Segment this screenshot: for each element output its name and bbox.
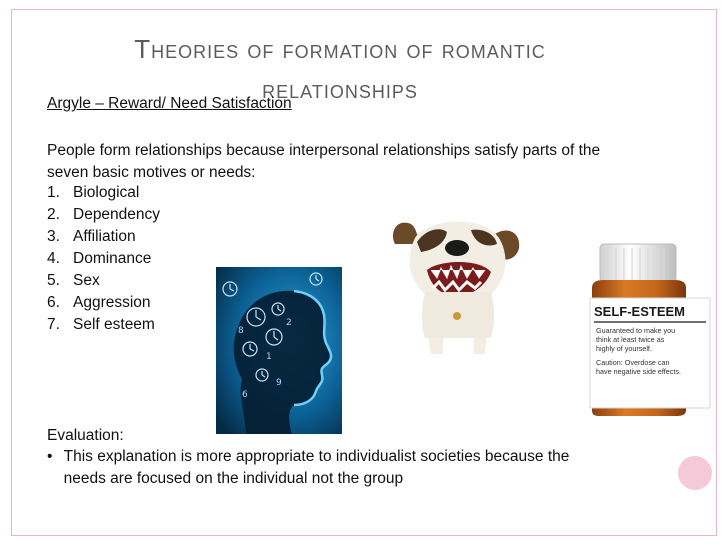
bottle-line-2: think at least twice as <box>596 335 665 344</box>
decorative-circle <box>678 456 712 490</box>
evaluation-list <box>47 446 607 490</box>
bottle-line-4: Caution: Overdose can <box>596 358 670 367</box>
head-clocks-image <box>216 267 342 434</box>
list-number: 5. <box>47 272 60 289</box>
list-label: Self esteem <box>73 316 155 333</box>
list-number: 2. <box>47 206 60 223</box>
svg-text:2: 2 <box>286 318 292 328</box>
svg-text:1: 1 <box>266 352 272 362</box>
list-number: 4. <box>47 250 60 267</box>
snarling-dog-image <box>387 208 525 358</box>
list-number: 6. <box>47 294 60 311</box>
bottle-line-1: Guaranteed to make you <box>596 326 676 335</box>
list-number: 3. <box>47 228 60 245</box>
list-label: Aggression <box>73 294 151 311</box>
list-item <box>47 226 160 248</box>
self-esteem-bottle-image <box>582 240 720 418</box>
bottle-title: SELF-ESTEEM <box>594 304 686 319</box>
list-label: Biological <box>73 184 140 201</box>
bottle-line-3: highly of yourself. <box>596 344 652 353</box>
bottle-line-5: have negative side effects. <box>596 367 681 376</box>
svg-text:6: 6 <box>242 390 248 400</box>
list-item <box>47 314 160 336</box>
list-item <box>47 446 607 490</box>
bullet-icon: • <box>47 448 53 465</box>
evaluation-heading: Evaluation: <box>47 427 124 444</box>
list-number: 7. <box>47 316 60 333</box>
list-label: Dependency <box>73 206 161 223</box>
list-item <box>47 248 160 270</box>
list-label: Sex <box>73 272 100 289</box>
list-item <box>47 182 160 204</box>
title-line-2: relationships <box>262 74 418 105</box>
list-item <box>47 204 160 226</box>
list-item <box>47 292 160 314</box>
intro-text: People form relationships because interpersonal relationships satisfy parts of the seven basic motives or needs: <box>47 142 601 181</box>
svg-text:9: 9 <box>276 378 282 388</box>
list-label: Dominance <box>73 250 152 267</box>
evaluation-point: This explanation is more appropriate to individualist societies because the needs are focused on the individual not the group <box>63 448 570 487</box>
svg-text:8: 8 <box>238 326 244 336</box>
list-label: Affiliation <box>73 228 136 245</box>
list-number: 1. <box>47 184 60 201</box>
motives-list <box>47 182 160 336</box>
list-item <box>47 270 160 292</box>
subheading: Argyle – Reward/ Need Satisfaction <box>47 95 292 112</box>
title-line-1: Theories of formation of romantic <box>134 34 546 65</box>
